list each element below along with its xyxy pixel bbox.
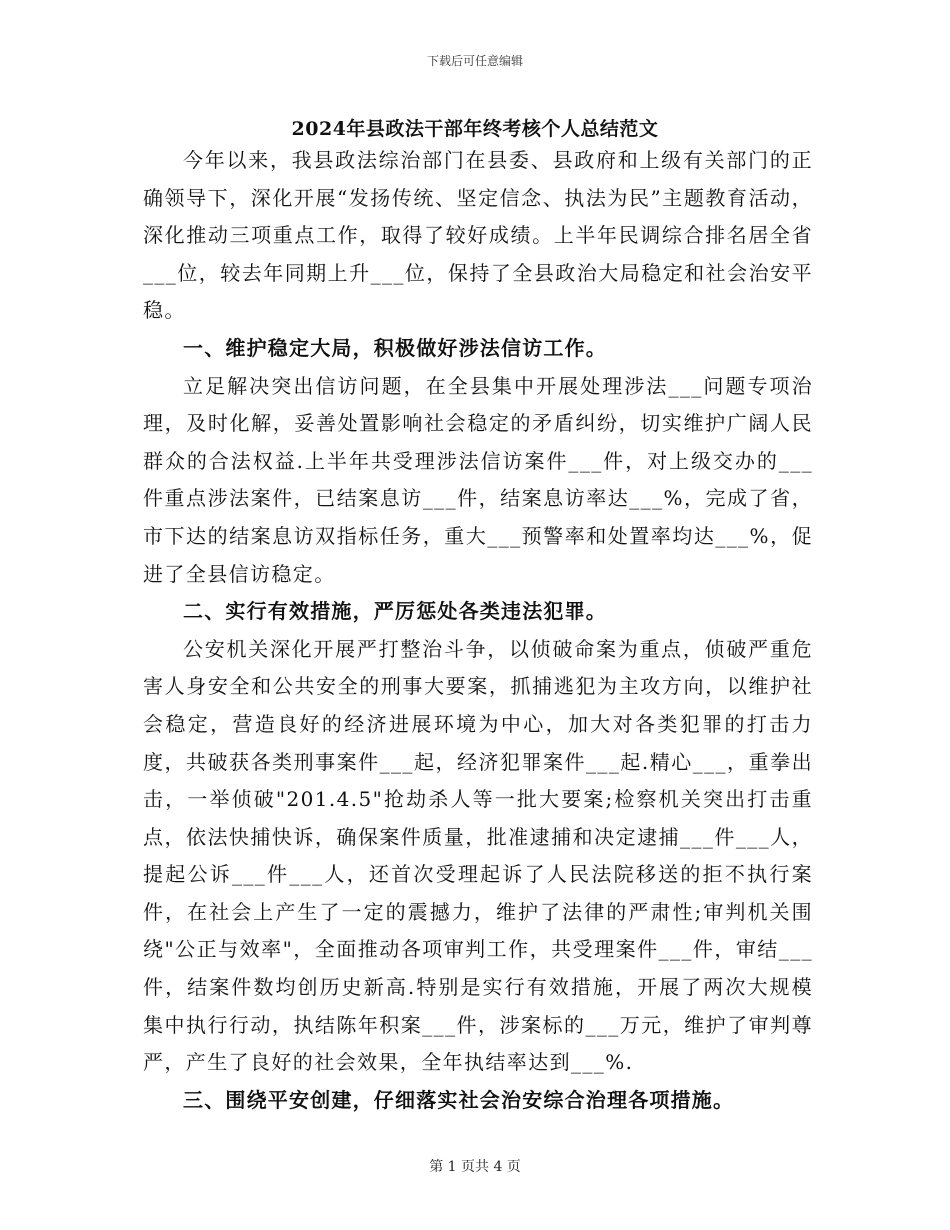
section-heading-3: 三、围绕平安创建，仔细落实社会治安综合治理各项措施。	[183, 1087, 735, 1112]
document-body	[143, 142, 813, 1119]
page-number: 第 1 页共 4 页	[429, 1159, 521, 1175]
section-1-paragraph: 立足解决突出信访问题，在全县集中开展处理涉法___问题专项治理，及时化解，妥善处置影响社会稳定的矛盾纠纷，切实维护广阔人民群众的合法权益.上半年共受理涉法信访案件___件，对上级交办的___件重点涉法案件，已结案息访___件，结案息访率达___%，完成了省，市下达的结案息访双指标任务，重大___预警率和处置率均达___%，促进了全县信访稳定。	[143, 373, 813, 586]
document-title: 2024年县政法干部年终考核个人总结范文	[291, 118, 659, 140]
page-header-note: 下载后可任意编辑	[426, 54, 523, 68]
section-2-paragraph: 公安机关深化开展严打整治斗争，以侦破命案为重点，侦破严重危害人身安全和公共安全的刑事大要案，抓捕逃犯为主攻方向，以维护社会稳定，营造良好的经济进展环境为中心，加大对各类犯罪的打击力度，共破获各类刑事案件___起，经济犯罪案件___起.精心___，重拳出击，一举侦破"201.4.5"抢劫杀人等一批大要案;检察机关突出打击重点，依法快捕快诉，确保案件质量，批准逮捕和决定逮捕___件___人，提起公诉___件___人，还首次受理起诉了人民法院移送的拒不执行案件，在社会上产生了一定的震撼力，维护了法律的严肃性;审判机关围绕"公正与效率"，全面推动各项审判工作，共受理案件___件，审结___件，结案件数均创历史新高.特别是实行有效措施，开展了两次大规模集中执行行动，执结陈年积案___件，涉案标的___万元，维护了审判尊严，产生了良好的社会效果，全年执结率达到___%.	[143, 636, 813, 1075]
section-heading-2: 二、实行有效措施，严厉惩处各类违法犯罪。	[183, 599, 607, 624]
intro-paragraph: 今年以来，我县政法综治部门在县委、县政府和上级有关部门的正确领导下，深化开展“发扬传统、坚定信念、执法为民”主题教育活动，深化推动三项重点工作，取得了较好成绩。上半年民调综合排名居全省___位，较去年同期上升___位，保持了全县政治大局稳定和社会治安平稳。	[143, 148, 813, 323]
section-heading-1: 一、维护稳定大局，积极做好涉法信访工作。	[183, 335, 607, 360]
